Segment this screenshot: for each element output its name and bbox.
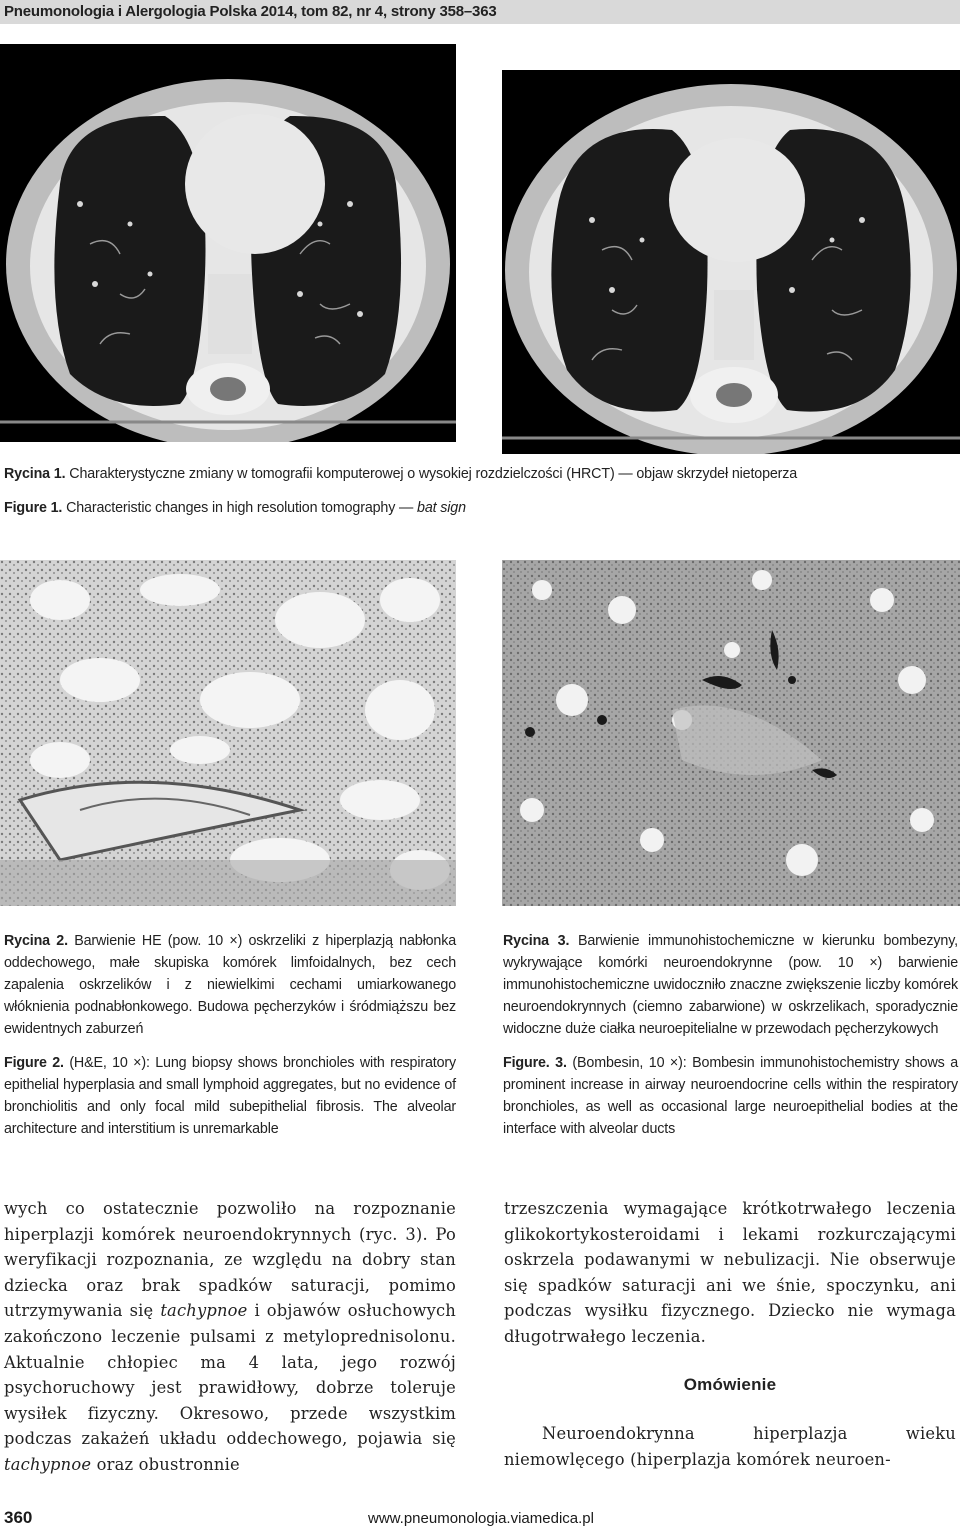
body-column-right <box>504 1196 956 1472</box>
page-number: 360 <box>4 1508 33 1527</box>
figure2-text-pl: Barwienie HE (pow. 10 ×) oskrzeliki z hiperplazją nabłonka oddechowego, małe skupiska komórek limfoidalnych, bez cech zapalenia oskrzelików i z niewielkimi cechami umiarkowanego włóknienia podnabłonkowego. Budowa pęcherzyków i śródmiąższu bez ewidentnych zaburzeń <box>4 933 456 1037</box>
running-title: Pneumonologia i Alergologia Polska 2014, tom 82, nr 4, strony 358–363 <box>4 3 497 20</box>
body-left-text-1: wych co ostatecznie pozwoliło na rozpoznanie hiperplazji komórek neuroendokrynnych (ryc. 3). Po weryfikacji rozpoznania, ze względu na dobry stan dziecka oraz brak spadków saturacji, pomimo utrzymywania się <box>4 1199 456 1321</box>
figure3-label-en: Figure. 3. <box>503 1055 567 1071</box>
ct-scan-left <box>0 44 456 442</box>
figure3-text-en: (Bombesin, 10 ×): Bombesin immunohistochemistry shows a prominent increase in airway neuroendocrine cells within the respiratory bronchioles, as well as occasional large neuroepithelial bodies at the interface with alveolar ducts <box>503 1055 958 1137</box>
figure3-label-pl: Rycina 3. <box>503 933 570 949</box>
figure2-caption <box>4 930 456 1140</box>
figure2-caption-pl <box>4 930 456 1040</box>
figure2-label-pl: Rycina 2. <box>4 933 68 949</box>
figure1-label-en: Figure 1. <box>4 500 63 516</box>
histology-bombesin-image <box>502 560 960 906</box>
body-left-text-2: i objawów osłuchowych zakończono leczenie pulsami z metyloprednisolonu. Aktualnie chłopiec ma 4 lata, jego rozwój psychoruchowy jest prawidłowy, dobrze toleruje wysiłek fizyczny. Okresowo, przede wszystkim podczas zakażeń układu oddechowego, pojawia się <box>4 1301 456 1449</box>
figure2-label-en: Figure 2. <box>4 1055 64 1071</box>
section-heading-omowienie: Omówienie <box>683 1374 777 1394</box>
figure2-caption-en <box>4 1052 456 1140</box>
figure3-text-pl: Barwienie immunohistochemiczne w kierunku bombezyny, wykrywające komórki neuroendokrynne (pow. 10 ×) barwienie immunohistochemiczne uwidoczniło znaczne zwiększenie liczby komórek neuroendokrynnych (ciemno zabarwione) w oskrzelikach, sporadycznie widoczne duże ciałka neuroepitelialne w przewodach pęcherzykowych <box>503 933 958 1037</box>
body-left-italic-1: tachypnoe <box>160 1301 248 1321</box>
figure2-text-en: (H&E, 10 ×): Lung biopsy shows bronchioles with respiratory epithelial hyperplasia and small lymphoid aggregates, but no evidence of bronchiolitis and only focal mild subepithelial fibrosis. The alveolar architecture and interstitium is unremarkable <box>4 1055 457 1137</box>
figure1-label-pl: Rycina 1. <box>4 466 66 482</box>
body-left-text-3: oraz obustronnie <box>96 1454 240 1474</box>
figure1-text-en-italic: bat sign <box>417 500 466 516</box>
running-header <box>0 0 960 24</box>
body-left-italic-2: tachypnoe <box>4 1454 92 1474</box>
figure3-caption-en <box>503 1052 958 1140</box>
figure1-caption-en <box>4 497 954 519</box>
figure1-text-en: Characteristic changes in high resolution tomography — <box>66 500 414 516</box>
figure1-caption-pl <box>4 463 954 485</box>
ct-scan-right <box>502 70 960 454</box>
histology-he-image <box>0 560 456 906</box>
body-column-left <box>4 1196 456 1478</box>
body-right-paragraph-1: trzeszczenia wymagające krótkotrwałego leczenia glikokortykosteroidami i lekami rozkurczającymi oskrzela podawanymi w nebulizacji. Nie obserwuje się spadków saturacji ani we śnie, spoczynku, ani podczas wysiłku fizycznego. Dziecko nie wymaga długotrwałego leczenia. <box>504 1199 956 1346</box>
journal-url[interactable]: www.pneumonologia.viamedica.pl <box>368 1510 594 1527</box>
body-right-paragraph-2: Neuroendokrynna hiperplazja wieku niemowlęcego (hiperplazja komórek neuroen- <box>504 1424 956 1469</box>
figure3-caption-pl <box>503 930 958 1040</box>
figure1-text-pl: Charakterystyczne zmiany w tomografii komputerowej o wysokiej rozdzielczości (HRCT) — objaw skrzydeł nietoperza <box>69 466 798 482</box>
figure3-caption <box>503 930 958 1140</box>
